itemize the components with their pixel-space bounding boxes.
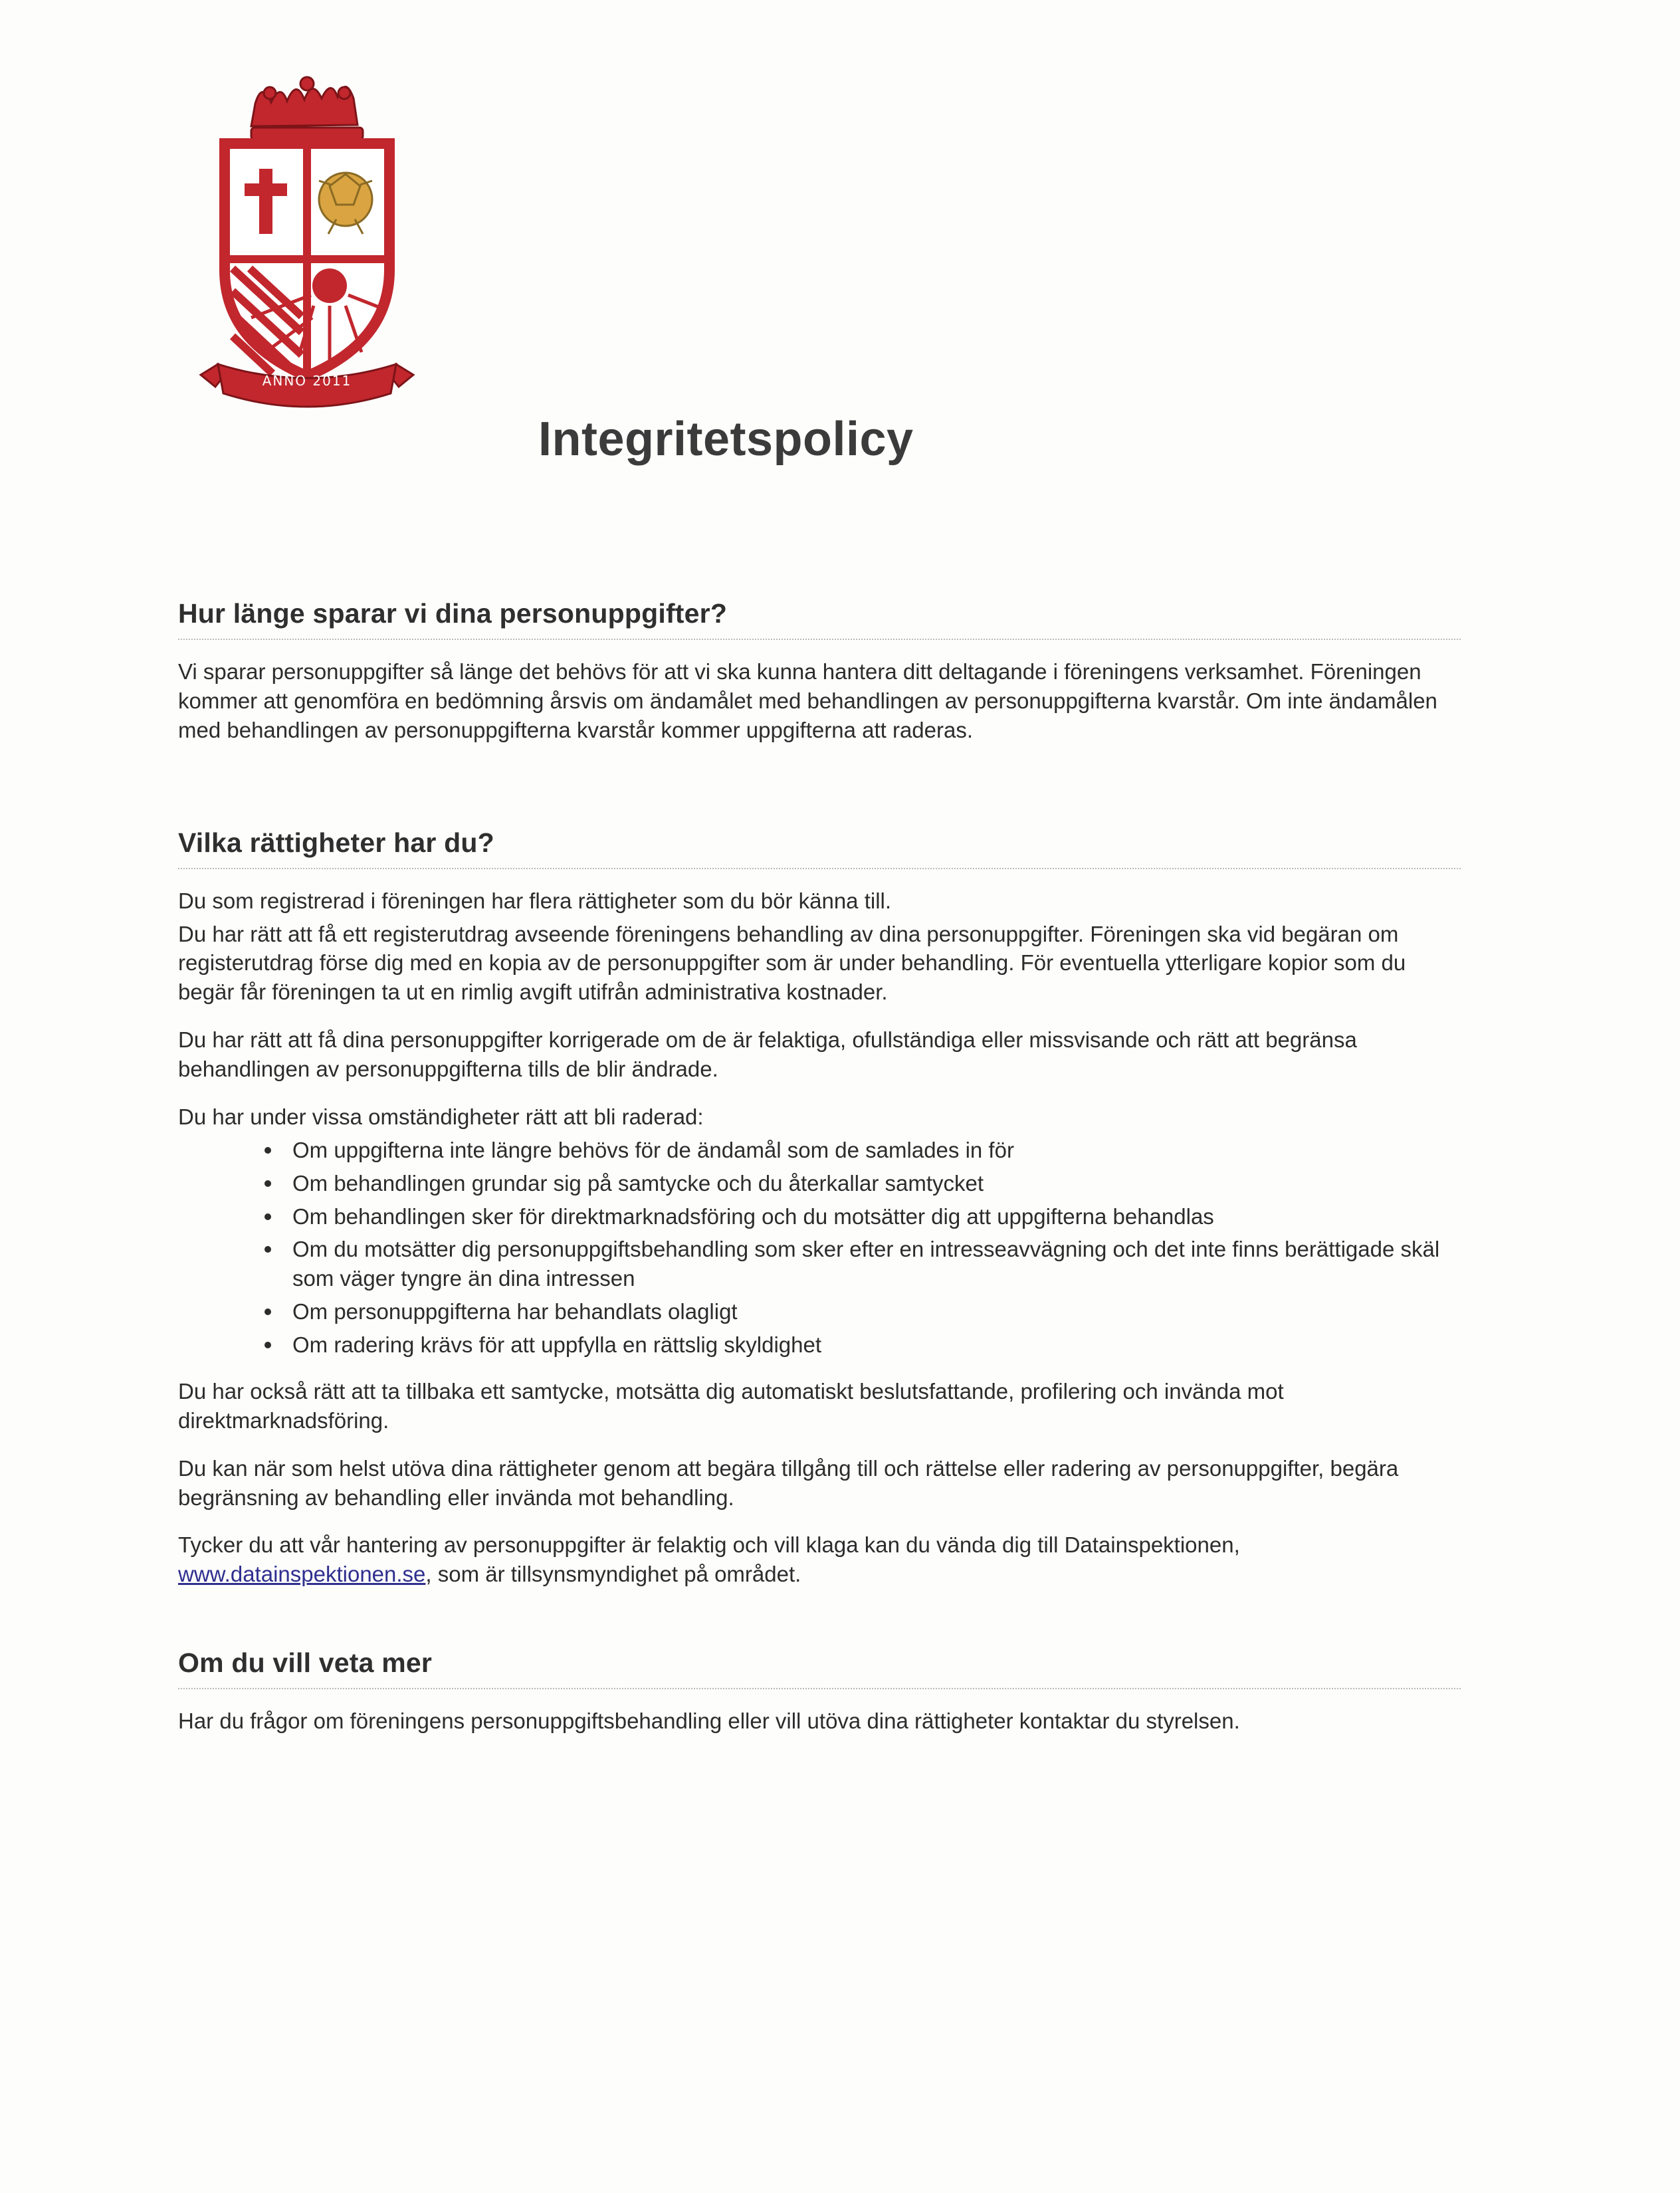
- closing-lead: Tycker du att vår hantering av personuppgifter är felaktig och vill klaga kan du vända dig till Datainspektionen,: [178, 1532, 1240, 1558]
- section-divider: [178, 868, 1461, 869]
- paragraph: Vi sparar personuppgifter så länge det behövs för att vi ska kunna hantera ditt deltagande i föreningens verksamhet. Föreningen kommer att genomföra en bedömning årsvis om ändamålet med behandlingen av personuppgifterna kvarstår. Om inte ändamålen med behandlingen av personuppgifterna kvarstår kommer uppgifterna att raderas.: [178, 659, 1437, 742]
- section-divider: [178, 1688, 1461, 1689]
- paragraph: Du har rätt att få dina personuppgifter korrigerade om de är felaktiga, ofullständiga eller missvisande och rätt att begränsa behandlingen av personuppgifterna tills de blir ändrade.: [178, 1027, 1357, 1081]
- section-heading: Hur länge sparar vi dina personuppgifter?: [178, 598, 728, 629]
- paragraph: Har du frågor om föreningens personuppgiftsbehandling eller vill utöva dina rättigheter kontaktar du styrelsen.: [178, 1709, 1240, 1734]
- section-lagring: [178, 598, 1467, 745]
- crest-icon: [181, 52, 433, 424]
- club-crest-logo: [181, 52, 433, 424]
- section-rattigheter: [178, 827, 1467, 1590]
- section-divider: [178, 639, 1461, 640]
- spacer: [178, 1608, 1467, 1647]
- paragraph: Du har under vissa omständigheter rätt att bli raderad:: [178, 1104, 704, 1129]
- list-item: Om radering krävs för att uppfylla en rättslig skyldighet: [258, 1330, 1467, 1360]
- list-item: Om behandlingen sker för direktmarknadsföring och du motsätter dig att uppgifterna behandlas: [258, 1202, 1467, 1231]
- section-heading: Vilka rättigheter har du?: [178, 827, 494, 858]
- document-body: [178, 598, 1467, 1754]
- crest-motto: ANNO 2011: [262, 373, 352, 389]
- list-item: Om behandlingen grundar sig på samtycke och du återkallar samtycket: [258, 1169, 1467, 1198]
- section-mer: [178, 1647, 1467, 1736]
- spacer: [178, 764, 1467, 827]
- datainspektionen-link[interactable]: www.datainspektionen.se: [178, 1562, 426, 1587]
- paragraph: Du har rätt att få ett registerutdrag avseende föreningens behandling av dina personuppgifter. Föreningen ska vid begäran om registerutdrag förse dig med en kopia av de personuppgifter som är under behandling. För eventuella ytterligare kopior som du begär får föreningen ta ut en rimlig avgift utifrån administrativa kostnader.: [178, 921, 1406, 1005]
- paragraph: Du kan när som helst utöva dina rättigheter genom att begära tillgång till och rättelse eller radering av personuppgifter, begära begränsning av behandling eller invända mot behandling.: [178, 1455, 1399, 1510]
- list-item: Om uppgifterna inte längre behövs för de ändamål som de samlades in för: [258, 1136, 1467, 1165]
- paragraph-with-link: [178, 1530, 1467, 1589]
- closing-tail: , som är tillsynsmyndighet på området.: [425, 1562, 801, 1587]
- paragraph: Du har också rätt att ta tillbaka ett samtycke, motsätta dig automatiskt beslutsfattande, profilering och invända mot direktmarknadsföring.: [178, 1378, 1284, 1433]
- crown-icon: [251, 77, 363, 140]
- list-item: Om personuppgifterna har behandlats olagligt: [258, 1297, 1467, 1326]
- list-item: Om du motsätter dig personuppgiftsbehandling som sker efter en intresseavvägning och det inte finns berättigade skäl som väger tyngre än dina intressen: [258, 1235, 1467, 1293]
- paragraph: Du som registrerad i föreningen har flera rättigheter som du bör känna till.: [178, 888, 892, 913]
- page-title: Integritetspolicy: [538, 413, 914, 466]
- section-heading: Om du vill veta mer: [178, 1647, 433, 1679]
- rights-list: [178, 1136, 1467, 1360]
